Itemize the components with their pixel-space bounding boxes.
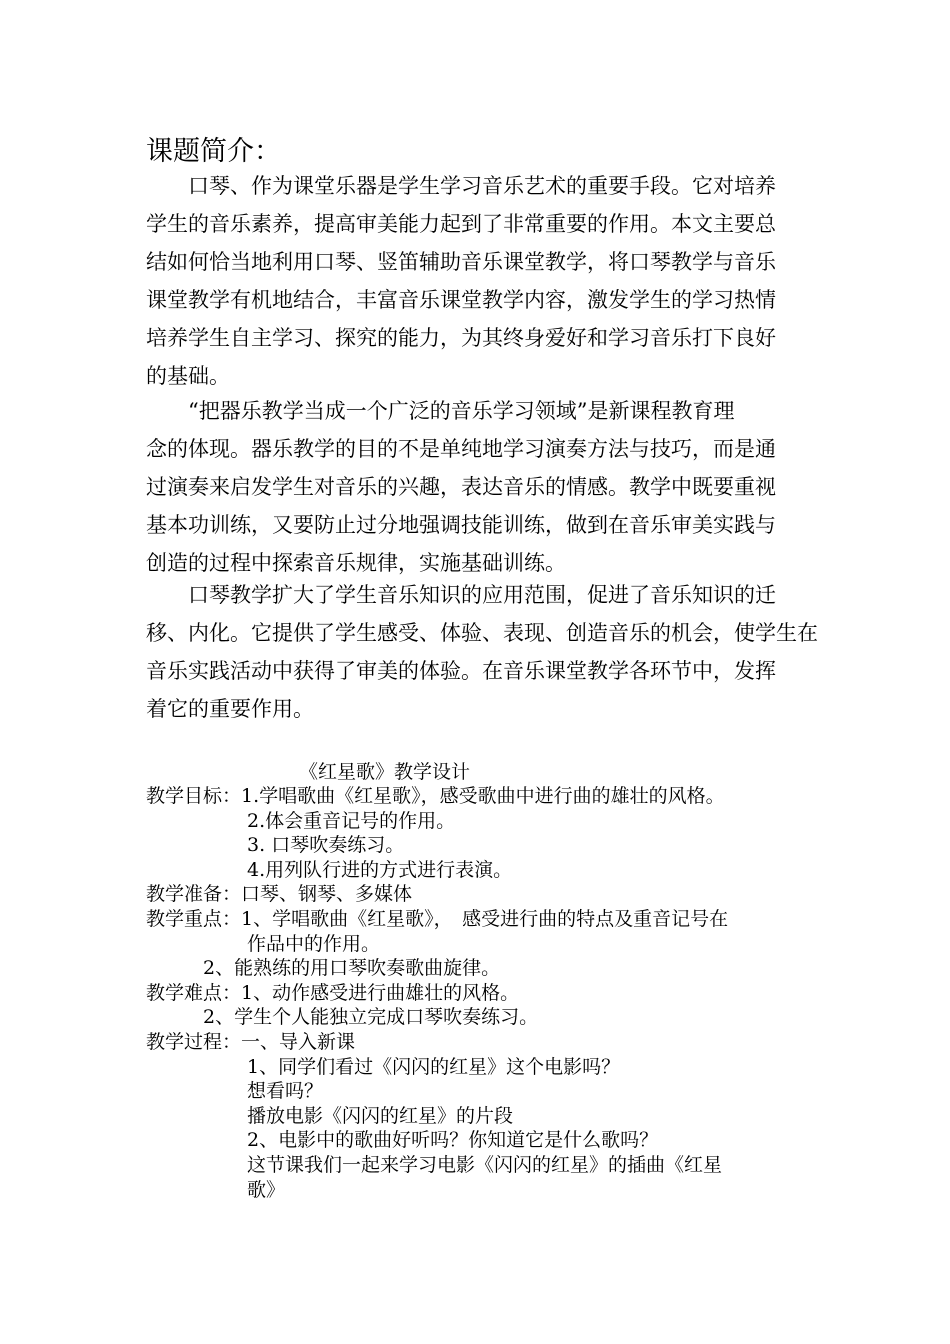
text-line: 口琴、作为课堂乐器是学生学习音乐艺术的重要手段。它对培养: [146, 174, 776, 198]
text-line: “把器乐教学当成一个广泛的音乐学习领域”是新课程教育理: [146, 399, 735, 423]
plan-line: 教学准备：口琴、钢琴、多媒体: [146, 883, 413, 906]
text-line: 口琴教学扩大了学生音乐知识的应用范围，促进了音乐知识的迁: [146, 583, 776, 607]
plan-line: 教学目标：1.学唱歌曲《红星歌》，感受歌曲中进行曲的雄壮的风格。: [146, 785, 725, 807]
text-line: 基本功训练，又要防止过分地强调技能训练，做到在音乐审美实践与: [146, 513, 776, 537]
plan-line: 教学过程：一、导入新课: [146, 1030, 356, 1053]
text-line: 念的体现。器乐教学的目的不是单纯地学习演奏方法与技巧，而是通: [146, 437, 776, 461]
text-line: 结如何恰当地利用口琴、竖笛辅助音乐课堂教学，将口琴教学与音乐: [146, 250, 776, 274]
plan-line: 播放电影《闪闪的红星》的片段: [146, 1104, 514, 1127]
plan-line: 3. 口琴吹奏练习。: [146, 834, 405, 857]
plan-line: 1、同学们看过《闪闪的红星》这个电影吗？: [146, 1055, 621, 1078]
intro-paragraph-2: [146, 392, 814, 582]
plan-line: 2、学生个人能独立完成口琴吹奏练习。: [146, 1006, 539, 1029]
intro-paragraph-1: [146, 167, 814, 395]
lesson-plan-title: 《红星歌》教学设计: [299, 761, 471, 783]
text-line: 的基础。: [146, 364, 230, 388]
lesson-plan-body: [146, 784, 826, 1202]
plan-line: 教学难点：1、动作感受进行曲雄壮的风格。: [146, 981, 520, 1004]
plan-line: 2.体会重音记号的作用。: [146, 809, 456, 832]
text-line: 过演奏来启发学生对音乐的兴趣，表达音乐的情感。教学中既要重视: [146, 475, 776, 499]
text-line: 创造的过程中探索音乐规律，实施基础训练。: [146, 551, 566, 575]
page-heading: 课题简介：: [146, 136, 281, 167]
text-line: 移、内化。它提供了学生感受、体验、表现、创造音乐的机会，使学生在: [146, 621, 818, 645]
plan-line: 想看吗？: [146, 1080, 324, 1103]
plan-line: 2、电影中的歌曲好听吗？你知道它是什么歌吗？: [146, 1129, 659, 1152]
text-line: 学生的音乐素养，提高审美能力起到了非常重要的作用。本文主要总: [146, 212, 776, 236]
plan-line: 2、能熟练的用口琴吹奏歌曲旋律。: [146, 957, 501, 980]
plan-line: 这节课我们一起来学习电影《闪闪的红星》的插曲《红星: [146, 1153, 723, 1176]
plan-line: 4.用列队行进的方式进行表演。: [146, 858, 513, 881]
text-line: 音乐实践活动中获得了审美的体验。在音乐课堂教学各环节中，发挥: [146, 659, 776, 683]
text-line: 着它的重要作用。: [146, 697, 314, 721]
text-line: 培养学生自主学习、探究的能力，为其终身爱好和学习音乐打下良好: [146, 326, 776, 350]
intro-paragraph-3: [146, 576, 818, 728]
text-line: 课堂教学有机地结合，丰富音乐课堂教学内容，激发学生的学习热情: [146, 288, 776, 312]
plan-line: 教学重点：1、学唱歌曲《红星歌》， 感受进行曲的特点及重音记号在: [146, 907, 729, 930]
plan-line: 歌》: [146, 1178, 286, 1201]
plan-line: 作品中的作用。: [146, 932, 381, 955]
